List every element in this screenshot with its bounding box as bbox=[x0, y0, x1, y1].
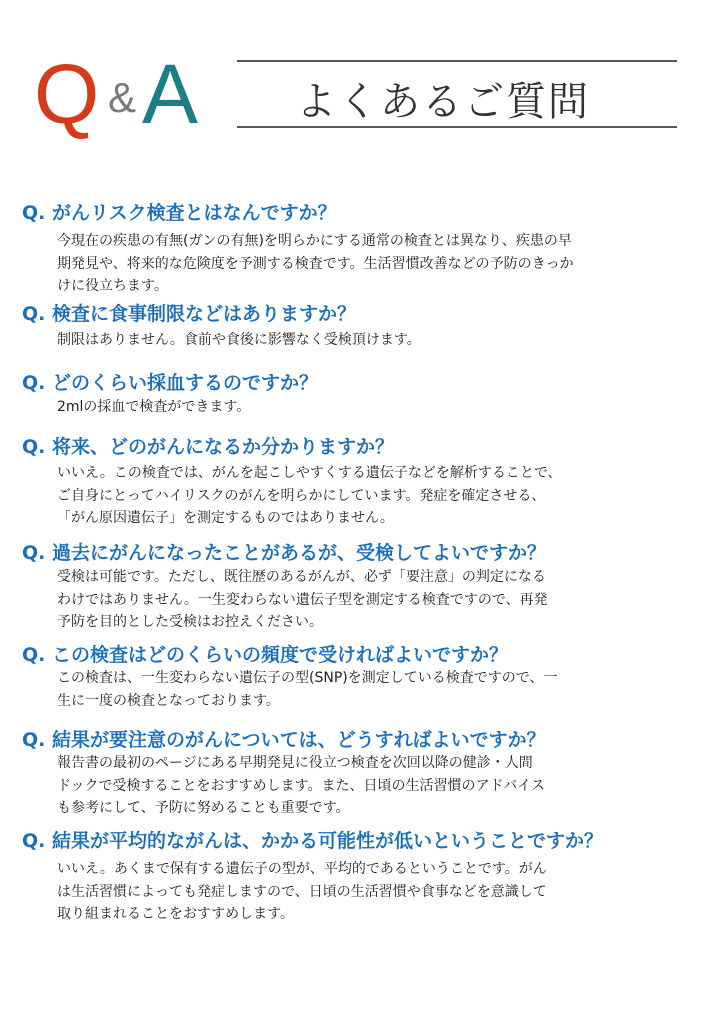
faq-answer bbox=[57, 462, 657, 530]
answer-line: この検査は、一生変わらない遺伝子の型(SNP)を測定している検査ですので、一 bbox=[57, 670, 558, 686]
page-title: よくあるご質問 bbox=[296, 79, 590, 125]
answer-line: 「がん原因遺伝子」を測定するものではありません。 bbox=[57, 510, 394, 526]
header-rule-bottom bbox=[237, 126, 677, 128]
faq-answer bbox=[57, 230, 657, 298]
answer-line: いいえ。この検査では、がんを起こしやすくする遺伝子などを解析することで、 bbox=[57, 465, 562, 481]
answer-line: 予防を目的とした受検はお控えください。 bbox=[57, 614, 323, 630]
answer-line: 生に一度の検査となっております。 bbox=[57, 692, 280, 709]
answer-line: 受検は可能です。ただし、既往歴のあるがんが、必ず「要注意」の判定になる bbox=[57, 569, 546, 585]
faq-question: Q. この検査はどのくらいの頻度で受ければよいですか？ bbox=[22, 644, 508, 666]
answer-line: けに役立ちます。 bbox=[57, 278, 168, 294]
answer-line: も参考にして、予防に努めることも重要です。 bbox=[57, 800, 350, 816]
answer-line: わけではありません。一生変わらない遺伝子型を測定する検査ですので、再発 bbox=[57, 591, 548, 608]
faq-answer bbox=[57, 566, 657, 634]
faq-question: Q. どのくらい採血するのですか？ bbox=[22, 372, 318, 394]
faq-answer bbox=[57, 752, 657, 820]
header-rule-top bbox=[237, 60, 677, 62]
answer-line: ドックで受検することをおすすめします。また、日頃の生活習慣のアドバイス bbox=[57, 777, 546, 794]
faq-answer bbox=[57, 858, 657, 926]
faq-answer bbox=[57, 329, 657, 352]
faq-question: Q. がんリスク検査とはなんですか？ bbox=[22, 202, 337, 224]
logo-ampersand: & bbox=[108, 74, 137, 121]
answer-line: いいえ。あくまで保有する遺伝子の型が、平均的であるということです。がん bbox=[57, 861, 547, 877]
answer-line: 今現在の疾患の有無(ガンの有無)を明らかにする通常の検査とは異なり、疾患の早 bbox=[57, 233, 572, 249]
answer-line: 取り組まれることをおすすめします。 bbox=[57, 906, 295, 922]
faq-question: Q. 検査に食事制限などはありますか？ bbox=[22, 303, 356, 325]
answer-line: 期発見や、将来的な危険度を予測する検査です。生活習慣改善などの予防のきっか bbox=[57, 255, 574, 272]
answer-line: 2mlの採血で検査ができます。 bbox=[57, 399, 251, 415]
qa-logo bbox=[34, 47, 214, 142]
answer-line: ご自身にとってハイリスクのがんを明らかにしています。発症を確定させる、 bbox=[57, 487, 546, 504]
faq-question: Q. 将来、どのがんになるか分かりますか？ bbox=[22, 436, 394, 458]
answer-line: は生活習慣によっても発症しますので、日頃の生活習慣や食事などを意識して bbox=[57, 883, 547, 900]
faq-answer bbox=[57, 396, 657, 419]
faq-answer bbox=[57, 667, 657, 712]
faq-question: Q. 結果が平均的ながんは、かかる可能性が低いということですか？ bbox=[22, 830, 603, 852]
answer-line: 制限はありません。食前や食後に影響なく受検頂けます。 bbox=[57, 332, 421, 348]
logo-q: Q bbox=[34, 47, 98, 141]
faq-question: Q. 過去にがんになったことがあるが、受検してよいですか？ bbox=[22, 542, 546, 564]
logo-a: A bbox=[142, 47, 199, 141]
answer-line: 報告書の最初のページにある早期発見に役立つ検査を次回以降の健診・人間 bbox=[57, 755, 533, 771]
faq-question: Q. 結果が要注意のがんについては、どうすればよいですか？ bbox=[22, 729, 546, 751]
